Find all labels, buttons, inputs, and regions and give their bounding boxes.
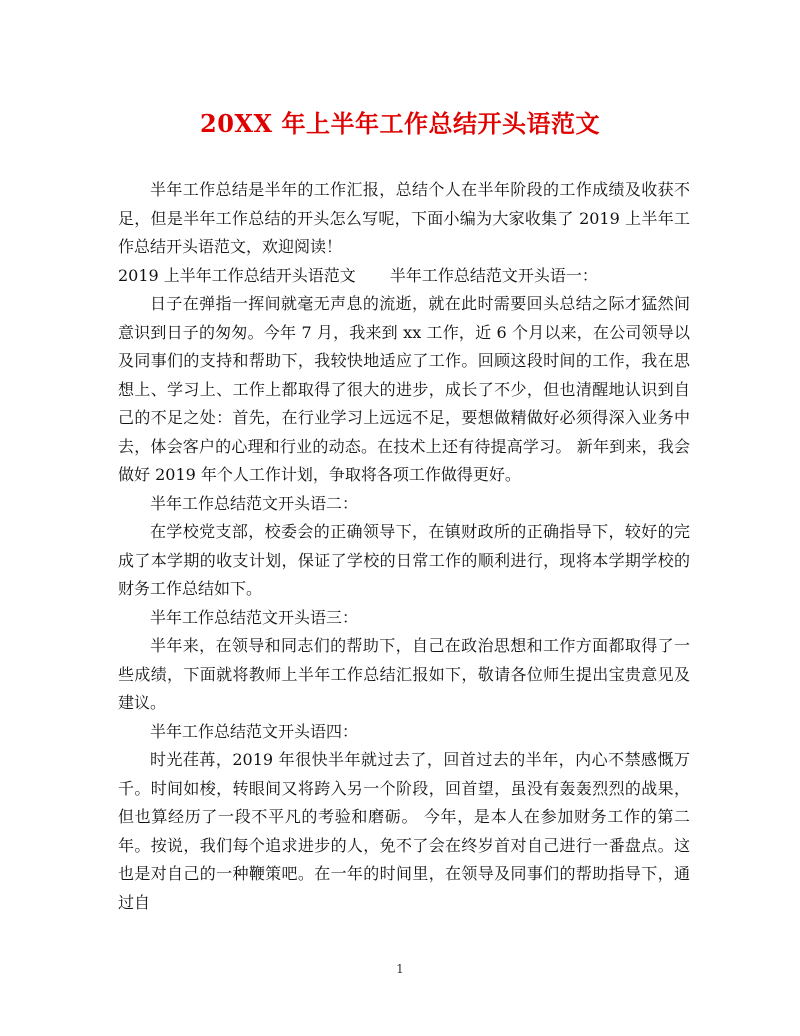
- document-body: [118, 176, 690, 917]
- section-heading-2: 半年工作总结范文开头语二：: [150, 493, 359, 513]
- subtitle-line: [118, 262, 690, 291]
- subtitle-right: 半年工作总结范文开头语一：: [389, 265, 598, 285]
- paragraph-2: 在学校党支部，校委会的正确领导下，在镇财政所的正确指导下，较好的完成了本学期的收支计划，保证了学校的日常工作的顺利进行，现将本学期学校的财务工作总结如下。: [118, 522, 690, 598]
- paragraph-4: 时光荏苒，2019 年很快半年就过去了，回首过去的半年，内心不禁感慨万千。时间如梭，转眼间又将跨入另一个阶段，回首望，虽没有轰轰烈烈的战果，但也算经历了一段不平凡的考验和磨砺。 今年，是本人在参加财务工作的第二年。按说，我们每个追求进步的人，免不了会在终岁首对自己进行一番盘点。这也是对自己的一种鞭策吧。在一年的时间里，在领导及同事们的帮助指导下，通过自: [118, 750, 690, 912]
- section-heading-3: 半年工作总结范文开头语三：: [150, 607, 359, 627]
- intro-paragraph: 半年工作总结是半年的工作汇报，总结个人在半年阶段的工作成绩及收获不足，但是半年工作总结的开头怎么写呢，下面小编为大家收集了 2019 上半年工作总结开头语范文，欢迎阅读！: [118, 180, 690, 256]
- subtitle-left: 2019 上半年工作总结开头语范文: [118, 265, 356, 285]
- document-title: 20XX 年上半年工作总结开头语范文: [200, 109, 600, 138]
- section-heading-4: 半年工作总结范文开头语四：: [150, 721, 359, 741]
- paragraph-3: 半年来，在领导和同志们的帮助下，自己在政治思想和工作方面都取得了一些成绩，下面就将教师上半年工作总结汇报如下，敬请各位师生提出宝贵意见及建议。: [118, 636, 690, 712]
- paragraph-1: 日子在弹指一挥间就毫无声息的流逝，就在此时需要回头总结之际才猛然间意识到日子的匆匆。今年 7 月，我来到 xx 工作，近 6 个月以来，在公司领导以及同事们的支持和帮助下，我较快地适应了工作。回顾这段时间的工作，我在思想上、学习上、工作上都取得了很大的进步，成长了不少，但也清醒地认识到自己的不足之处：首先，在行业学习上远远不足，要想做精做好必须得深入业务中去，体会客户的心理和行业的动态。在技术上还有待提高学习。 新年到来，我会做好 2019 年个人工作计划，争取将各项工作做得更好。: [118, 294, 690, 484]
- page-number: 1: [396, 962, 404, 976]
